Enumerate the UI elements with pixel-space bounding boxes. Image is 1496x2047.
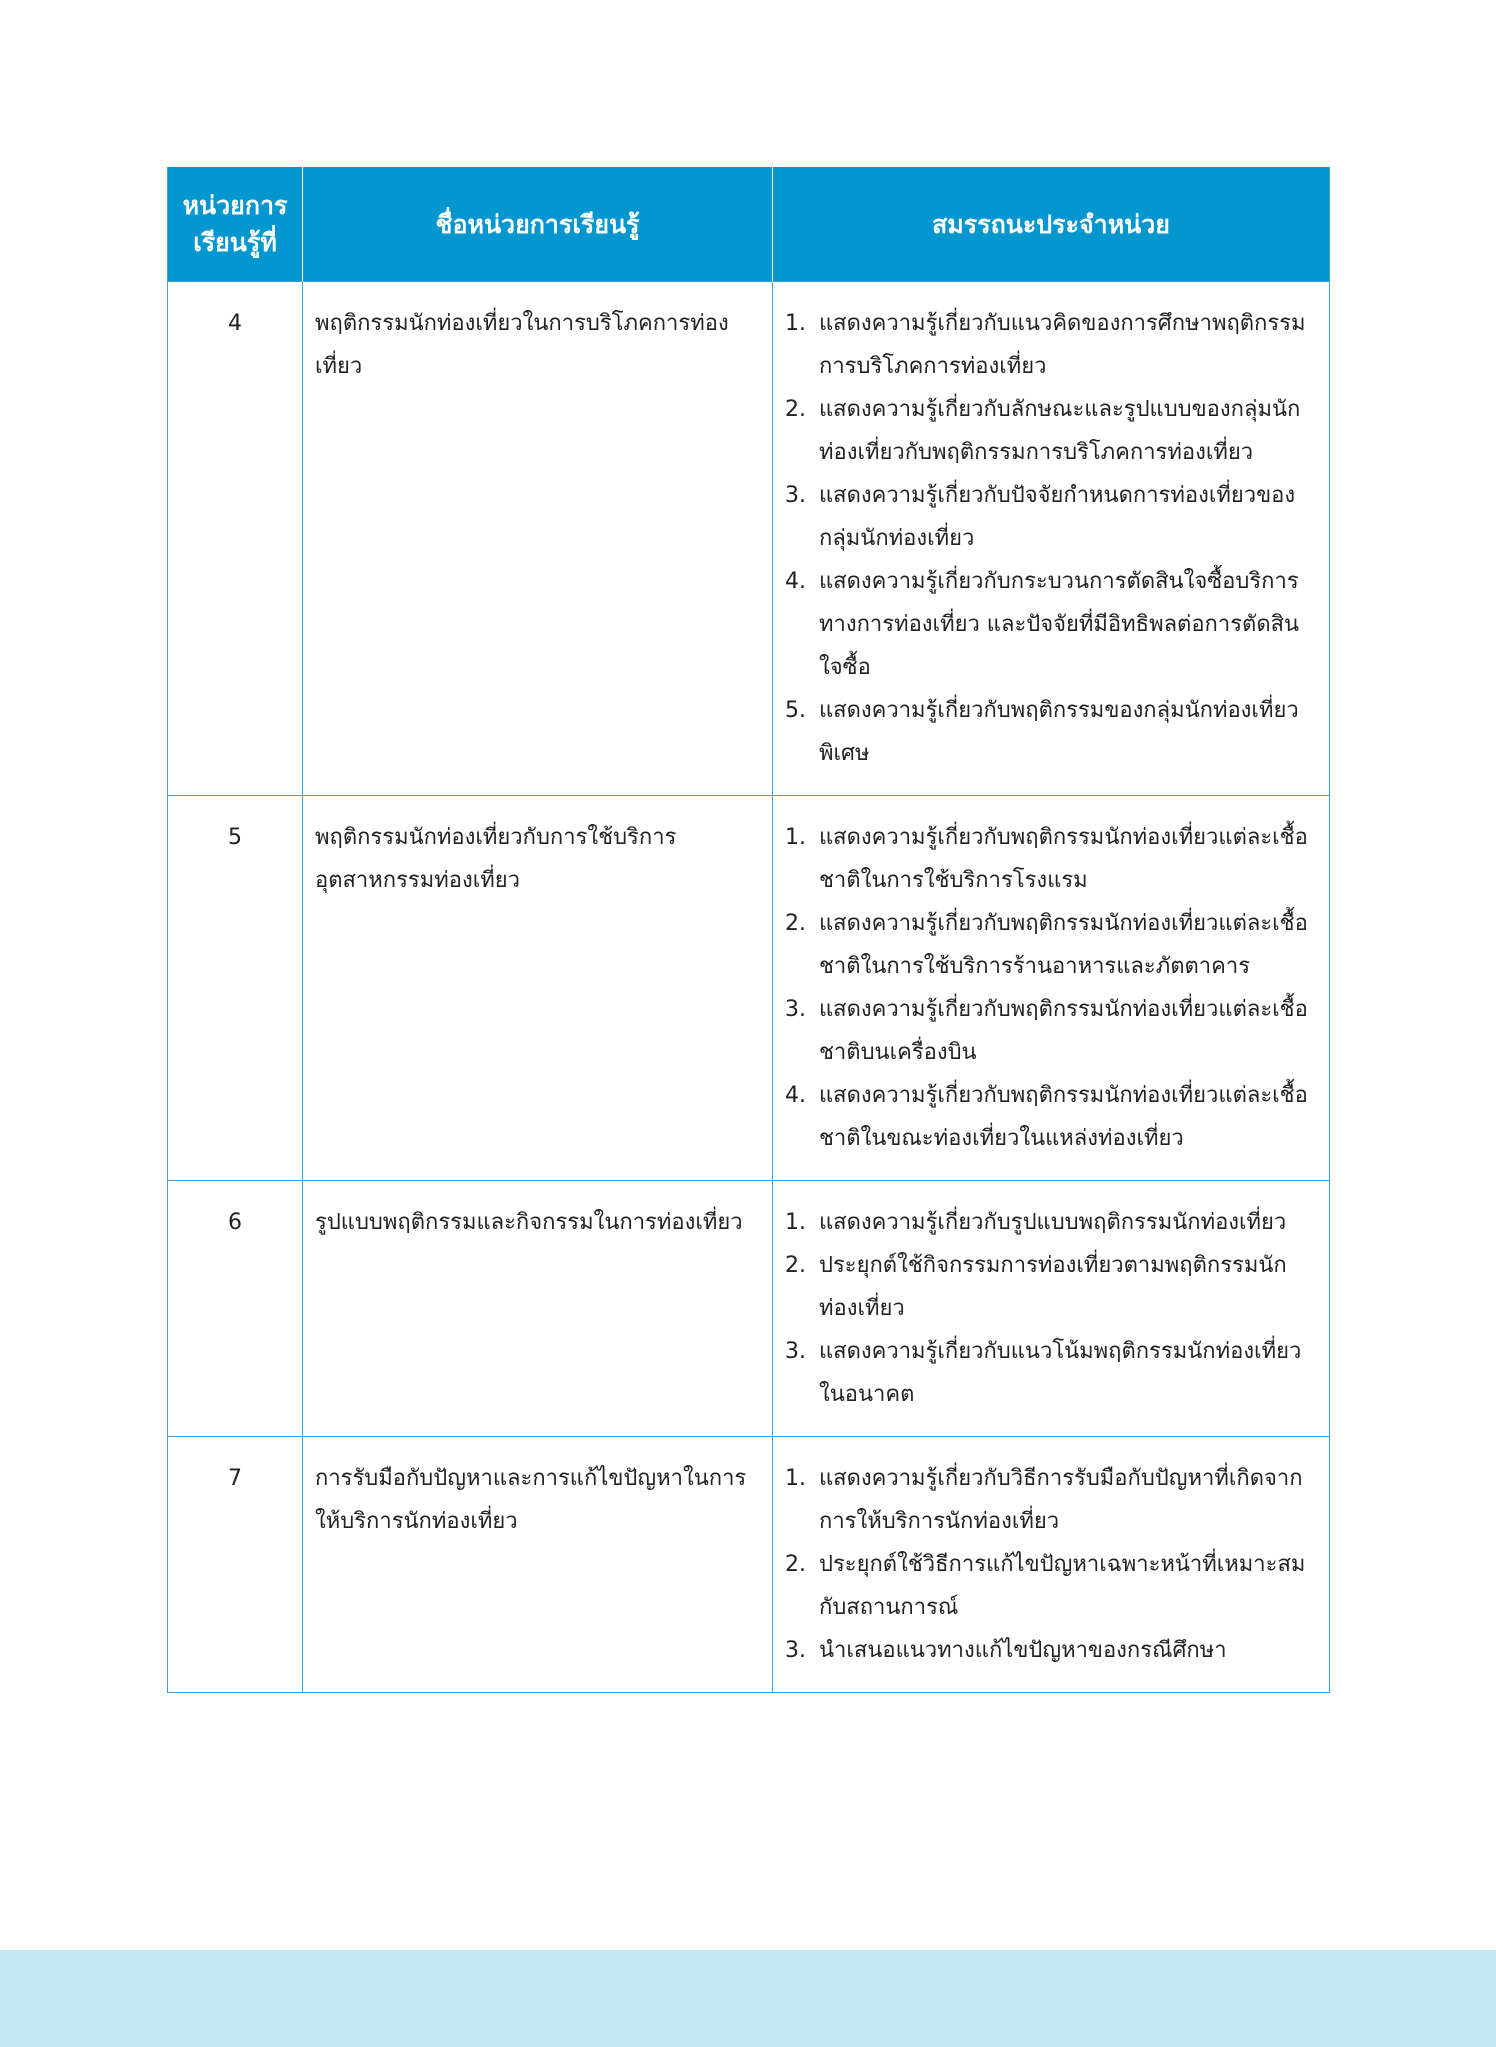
competency-item-number: 3. [785, 997, 806, 1022]
unit-name-cell: รูปแบบพฤติกรรมและกิจกรรมในการท่องเที่ยว [303, 1181, 773, 1437]
competency-list [785, 816, 1319, 1160]
competency-item-text: แสดงความรู้เกี่ยวกับพฤติกรรมนักท่องเที่ยวแต่ละเชื้อชาติในขณะท่องเที่ยวในแหล่งท่องเที่ยว [819, 1083, 1308, 1151]
unit-number-cell: 4 [168, 282, 303, 796]
competency-item-text: แสดงความรู้เกี่ยวกับปัจจัยกำหนดการท่องเที่ยวของกลุ่มนักท่องเที่ยว [819, 483, 1296, 551]
unit-name-cell: พฤติกรรมนักท่องเที่ยวกับการใช้บริการอุตสาหกรรมท่องเที่ยว [303, 796, 773, 1181]
learning-units-table [167, 167, 1330, 1693]
competency-list [785, 302, 1319, 775]
competency-item-text: แสดงความรู้เกี่ยวกับลักษณะและรูปแบบของกลุ่มนักท่องเที่ยวกับพฤติกรรมการบริโภคการท่องเที่ยว [819, 397, 1301, 465]
competency-item [785, 1074, 1319, 1160]
competency-item-number: 2. [785, 1253, 806, 1278]
competency-item-text: ประยุกต์ใช้กิจกรรมการท่องเที่ยวตามพฤติกรรมนักท่องเที่ยว [819, 1253, 1287, 1321]
competency-item [785, 902, 1319, 988]
competency-item-number: 2. [785, 1552, 806, 1577]
competency-item-text: แสดงความรู้เกี่ยวกับรูปแบบพฤติกรรมนักท่องเที่ยว [819, 1210, 1287, 1235]
footer-band [0, 1950, 1496, 2047]
competency-item-text: แสดงความรู้เกี่ยวกับแนวโน้มพฤติกรรมนักท่องเที่ยวในอนาคต [819, 1339, 1302, 1407]
competency-list [785, 1201, 1319, 1416]
table-row [168, 796, 1330, 1181]
competency-item [785, 816, 1319, 902]
competency-item-number: 1. [785, 311, 806, 336]
competency-cell [773, 796, 1330, 1181]
competency-item [785, 1543, 1319, 1629]
competency-item-number: 1. [785, 825, 806, 850]
competency-item-text: แสดงความรู้เกี่ยวกับวิธีการรับมือกับปัญหาที่เกิดจากการให้บริการนักท่องเที่ยว [819, 1466, 1303, 1534]
competency-item-text: แสดงความรู้เกี่ยวกับกระบวนการตัดสินใจซื้อบริการทางการท่องเที่ยว และปัจจัยที่มีอิทธิพลต่อการตัดสินใจซื้อ [819, 569, 1300, 680]
competency-item [785, 1244, 1319, 1330]
competency-item-text: แสดงความรู้เกี่ยวกับพฤติกรรมนักท่องเที่ยวแต่ละเชื้อชาติบนเครื่องบิน [819, 997, 1308, 1065]
competency-item-number: 5. [785, 698, 806, 723]
table-row [168, 282, 1330, 796]
competency-item [785, 560, 1319, 689]
unit-number-cell: 6 [168, 1181, 303, 1437]
competency-item-number: 3. [785, 1638, 806, 1663]
header-unit-number: หน่วยการเรียนรู้ที่ [168, 167, 303, 282]
header-row [168, 167, 1330, 282]
table-header [168, 167, 1330, 282]
competency-list [785, 1457, 1319, 1672]
competency-item-number: 1. [785, 1466, 806, 1491]
competency-item-text: ประยุกต์ใช้วิธีการแก้ไขปัญหาเฉพาะหน้าที่เหมาะสมกับสถานการณ์ [819, 1552, 1306, 1620]
competency-cell [773, 1181, 1330, 1437]
header-unit-name: ชื่อหน่วยการเรียนรู้ [303, 167, 773, 282]
competency-item-number: 2. [785, 911, 806, 936]
competency-item [785, 1457, 1319, 1543]
unit-number-cell: 7 [168, 1437, 303, 1693]
competency-item-number: 1. [785, 1210, 806, 1235]
table-row [168, 1437, 1330, 1693]
competency-item-number: 2. [785, 397, 806, 422]
competency-cell [773, 1437, 1330, 1693]
header-competency: สมรรถนะประจำหน่วย [773, 167, 1330, 282]
competency-item [785, 388, 1319, 474]
competency-item [785, 1330, 1319, 1416]
competency-item-text: แสดงความรู้เกี่ยวกับพฤติกรรมนักท่องเที่ยวแต่ละเชื้อชาติในการใช้บริการร้านอาหารและภัตตาคาร [819, 911, 1308, 979]
competency-item-text: นำเสนอแนวทางแก้ไขปัญหาของกรณีศึกษา [819, 1638, 1227, 1663]
competency-item-text: แสดงความรู้เกี่ยวกับพฤติกรรมนักท่องเที่ยวแต่ละเชื้อชาติในการใช้บริการโรงแรม [819, 825, 1308, 893]
competency-item-text: แสดงความรู้เกี่ยวกับแนวคิดของการศึกษาพฤติกรรมการบริโภคการท่องเที่ยว [819, 311, 1306, 379]
competency-cell [773, 282, 1330, 796]
competency-item [785, 1201, 1319, 1244]
competency-item [785, 302, 1319, 388]
unit-name-cell: พฤติกรรมนักท่องเที่ยวในการบริโภคการท่องเที่ยว [303, 282, 773, 796]
competency-item-text: แสดงความรู้เกี่ยวกับพฤติกรรมของกลุ่มนักท่องเที่ยวพิเศษ [819, 698, 1299, 766]
table-body [168, 282, 1330, 1693]
competency-item [785, 689, 1319, 775]
competency-item-number: 3. [785, 1339, 806, 1364]
competency-item-number: 4. [785, 569, 806, 594]
table-row [168, 1181, 1330, 1437]
competency-item [785, 1629, 1319, 1672]
competency-item-number: 4. [785, 1083, 806, 1108]
unit-name-cell: การรับมือกับปัญหาและการแก้ไขปัญหาในการให้บริการนักท่องเที่ยว [303, 1437, 773, 1693]
competency-item-number: 3. [785, 483, 806, 508]
competency-item [785, 474, 1319, 560]
unit-number-cell: 5 [168, 796, 303, 1181]
competency-item [785, 988, 1319, 1074]
